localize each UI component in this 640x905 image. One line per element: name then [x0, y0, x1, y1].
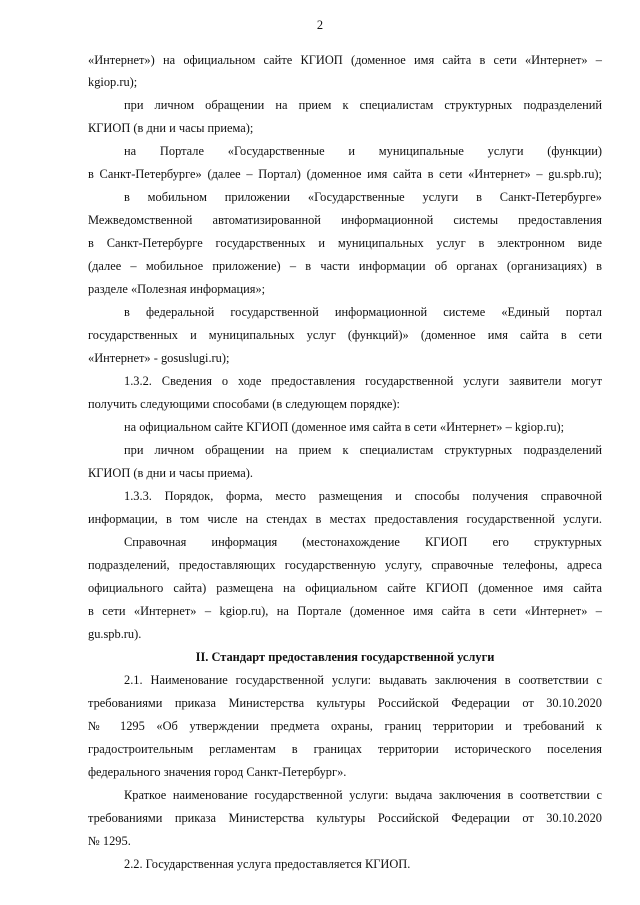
text-line: КГИОП (в дни и часы приема);: [88, 121, 254, 135]
text-line: получить следующими способами (в следующем порядке):: [88, 397, 400, 411]
section-heading: II. Стандарт предоставления государственной услуги: [195, 650, 495, 664]
text-line: информации, в том числе на стендах в местах предоставления государственной услуги.: [88, 512, 602, 526]
text-line: официального сайта) размещена на официальном сайте КГИОП (доменное имя сайта: [88, 581, 602, 595]
text-line: Справочная информация (местонахождение КГИОП его структурных: [124, 535, 602, 549]
text-line: в Санкт-Петербурге» (далее – Портал) (доменное имя сайта в сети «Интернет» – gu.spb.ru);: [88, 167, 602, 181]
text-line: 2.1. Наименование государственной услуги: выдавать заключения в соответствии с: [124, 673, 602, 687]
text-line: при личном обращении на прием к специалистам структурных подразделений: [124, 98, 602, 112]
text-line: № 1295.: [88, 834, 131, 848]
text-line: подразделений, предоставляющих государственную услугу, справочные телефоны, адреса: [88, 558, 602, 572]
text-line: 2.2. Государственная услуга предоставляется КГИОП.: [124, 857, 411, 871]
text-line: требованиями приказа Министерства культуры Российской Федерации от 30.10.2020: [88, 696, 602, 710]
text-line: 1.3.2. Сведения о ходе предоставления государственной услуги заявители могут: [124, 374, 602, 388]
text-line: № 1295 «Об утверждении предмета охраны, границ территории и требований к: [88, 719, 602, 733]
text-line: при личном обращении на прием к специалистам структурных подразделений: [124, 443, 602, 457]
text-line: федерального значения город Санкт-Петербург».: [88, 765, 347, 779]
text-line: kgiop.ru);: [88, 75, 138, 89]
text-line: в федеральной государственной информационной системе «Единый портал: [124, 305, 602, 319]
text-line: разделе «Полезная информация»;: [88, 282, 266, 296]
text-line: в Санкт-Петербурге государственных и муниципальных услуг в электронном виде: [88, 236, 602, 250]
text-line: gu.spb.ru).: [88, 627, 142, 641]
text-line: градостроительным регламентам в границах территории исторического поселения: [88, 742, 602, 756]
text-line: Краткое наименование государственной услуги: выдача заключения в соответствии с: [124, 788, 602, 802]
text-line: требованиями приказа Министерства культуры Российской Федерации от 30.10.2020: [88, 811, 602, 825]
text-line: государственных и муниципальных услуг (функций)» (доменное имя сайта в сети: [88, 328, 602, 342]
text-line: КГИОП (в дни и часы приема).: [88, 466, 253, 480]
text-line: 1.3.3. Порядок, форма, место размещения и способы получения справочной: [124, 489, 602, 503]
text-line: «Интернет») на официальном сайте КГИОП (доменное имя сайта в сети «Интернет» –: [88, 53, 602, 67]
page-number: 2: [316, 18, 324, 32]
text-line: Межведомственной автоматизированной информационной системы предоставления: [88, 213, 602, 227]
text-line: на Портале «Государственные и муниципальные услуги (функции): [124, 144, 602, 158]
text-line: «Интернет» - gosuslugi.ru);: [88, 351, 230, 365]
text-line: в мобильном приложении «Государственные услуги в Санкт-Петербурге»: [124, 190, 602, 204]
text-line: на официальном сайте КГИОП (доменное имя сайта в сети «Интернет» – kgiop.ru);: [124, 420, 565, 434]
text-line: (далее – мобильное приложение) – в части информации об органах (организациях) в: [88, 259, 602, 273]
text-line: в сети «Интернет» – kgiop.ru), на Портале (доменное имя сайта в сети «Интернет» –: [88, 604, 602, 618]
